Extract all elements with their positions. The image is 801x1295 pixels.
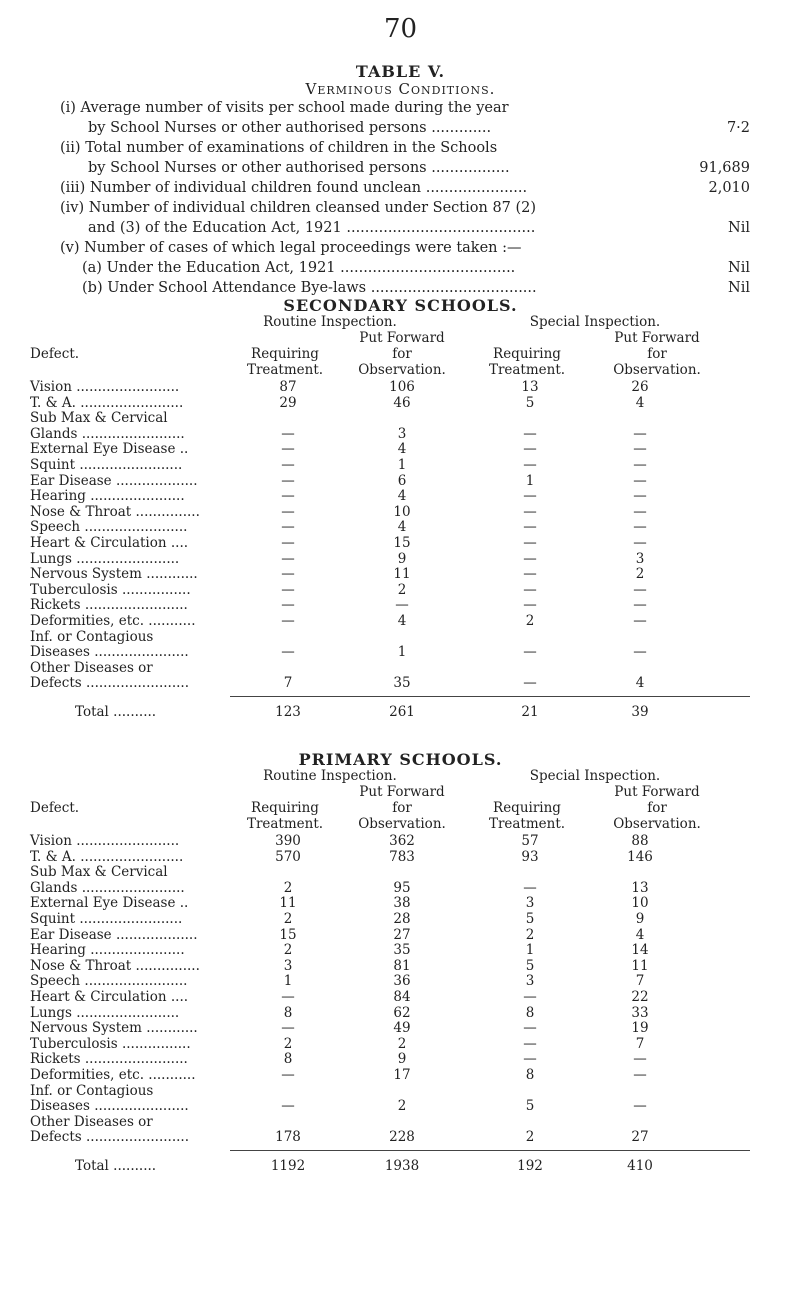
table-cell: — [523,1020,537,1037]
table-row [30,645,770,661]
table-cell: 3 [283,957,293,974]
table-cell: 28 [393,910,411,927]
table-cell: 15 [393,534,411,551]
treatment-header: Treatment. [246,816,324,832]
defect-label: Inf. or Contagious [30,1082,154,1099]
defect-label: External Eye Disease .. [30,441,189,458]
table-cell: 29 [279,394,297,411]
table-cell: 57 [521,833,539,849]
table-cell: — [281,550,295,567]
table-cell: 5 [525,394,535,411]
table-cell: 11 [631,957,649,974]
table-cell: — [633,456,647,473]
table-cell: — [281,441,295,458]
verminous-item-value: Nil [725,218,750,238]
total-rule [230,696,750,697]
table-cell: 4 [635,394,645,411]
verminous-item-line [60,218,750,238]
table-cell: 6 [397,472,407,489]
table-cell: 1 [525,942,535,959]
defect-label: Deformities, etc. ........... [30,1066,196,1083]
defect-label: Ear Disease ................... [30,926,198,943]
table-cell: 14 [631,942,649,959]
table-cell: 2 [397,1035,407,1052]
table-cell: 84 [393,988,411,1005]
table-row [30,536,770,552]
total-cell: 261 [389,703,415,720]
defect-label: Heart & Circulation .... [30,534,189,551]
secondary-schools-table [30,314,770,723]
verminous-item-line [60,118,750,138]
table-cell: 2 [283,910,293,927]
table-cell: — [523,425,537,442]
table-cell: — [523,879,537,896]
table-cell: — [633,1051,647,1068]
special-inspection-label: Special Inspection. [529,314,661,330]
verminous-item-value: 91,689 [696,158,750,178]
table-row [30,834,770,850]
table-cell: — [523,519,537,536]
table-cell: 8 [283,1051,293,1068]
table-cell: — [523,597,537,614]
total-cell: 1192 [270,1157,306,1174]
defect-label: Vision ........................ [30,833,180,849]
total-cell: 39 [631,703,649,720]
total-cell: 1938 [384,1157,420,1174]
table-row [30,990,770,1006]
defect-label: Diseases ...................... [30,1098,189,1115]
table-cell: 3 [525,895,535,912]
table-row [30,661,770,677]
defect-label: Defects ........................ [30,1129,189,1146]
table-cell: 2 [283,942,293,959]
table-cell: 1 [397,644,407,661]
table-row [30,583,770,599]
table-cell: 3 [635,550,645,567]
total-cell: 21 [521,703,539,720]
verminous-item-text: and (3) of the Education Act, 1921 ......................................... [88,220,536,236]
verminous-item-line [60,258,750,278]
defect-label: Speech ........................ [30,519,188,536]
table-cell: 17 [393,1066,411,1083]
table-cell: — [281,988,295,1005]
table-row [30,1115,770,1131]
table-cell: — [395,597,409,614]
verminous-item-text: by School Nurses or other authorised persons ............. [88,120,492,136]
table-cell: 2 [525,1129,535,1146]
verminous-item-text: (ii) Total number of examinations of children in the Schools [60,140,498,156]
table-cell: 46 [393,394,411,411]
page-number: 70 [383,14,418,44]
table-row [30,567,770,583]
table-cell: 62 [393,1004,411,1021]
table-cell: 2 [635,566,645,583]
requiring-header: Requiring [493,800,561,816]
table-row [30,881,770,897]
total-cell: 192 [517,1157,543,1174]
table-cell: — [633,425,647,442]
table-row [30,1084,770,1100]
table-cell: — [281,456,295,473]
table-cell: 2 [397,1098,407,1115]
table-cell: — [633,534,647,551]
table-cell: — [523,644,537,661]
observation-header: Observation. [358,362,446,378]
table-cell: 11 [393,566,411,583]
table-cell: 27 [393,926,411,943]
observation-header: Observation. [358,816,446,832]
table-header [30,314,770,380]
table-cell: 1 [525,472,535,489]
table-row [30,1006,770,1022]
table-cell: 2 [283,1035,293,1052]
table-cell: 106 [389,379,415,395]
table-cell: 95 [393,879,411,896]
table-cell: 38 [393,895,411,912]
defect-label: T. & A. ........................ [30,394,184,411]
table-cell: — [281,644,295,661]
table-cell: 36 [393,973,411,990]
table-row [30,676,770,692]
table-cell: 178 [275,1129,301,1146]
table-cell: 3 [525,973,535,990]
verminous-item-line [60,278,750,298]
table-cell: 4 [635,675,645,692]
defect-label: Other Diseases or [30,659,153,676]
verminous-item-line [60,138,750,158]
table-cell: 1 [283,973,293,990]
verminous-item-line [60,178,750,198]
table-cell: — [633,612,647,629]
table-row [30,505,770,521]
table-cell: 10 [631,895,649,912]
requiring-header: Requiring [493,346,561,362]
total-rule [230,1150,750,1151]
table-row [30,974,770,990]
table-cell: 2 [397,581,407,598]
total-row [30,701,770,723]
table-cell: — [523,550,537,567]
table-cell: 88 [631,833,649,849]
put-forward-header: Put Forward [359,784,445,800]
total-label: Total .......... [75,703,157,720]
requiring-header: Requiring [251,800,319,816]
verminous-item-value: Nil [725,278,750,298]
table-row [30,442,770,458]
defect-label: Other Diseases or [30,1113,153,1130]
table-cell: 390 [275,833,301,849]
table-cell: 8 [525,1004,535,1021]
table-cell: 5 [525,910,535,927]
for-header: for [647,346,667,362]
put-forward-header: Put Forward [359,330,445,346]
verminous-item-text: (a) Under the Education Act, 1921 ...................................... [82,260,516,276]
defect-column-header: Defect. [30,346,80,362]
defect-label: Hearing ...................... [30,488,185,505]
table-row [30,1052,770,1068]
defect-label: Squint ........................ [30,456,183,473]
total-cell: 410 [627,1157,653,1174]
table-cell: 11 [279,895,297,912]
table-cell: 81 [393,957,411,974]
verminous-item-value: Nil [725,258,750,278]
table-cell: — [523,488,537,505]
table-row [30,552,770,568]
table-cell: 7 [635,1035,645,1052]
table-cell: 22 [631,988,649,1005]
table-row [30,1099,770,1115]
table-row [30,1068,770,1084]
table-cell: — [633,581,647,598]
table-row [30,427,770,443]
table-row [30,396,770,412]
special-inspection-label: Special Inspection. [529,768,661,784]
table-cell: 5 [525,1098,535,1115]
table-cell: 3 [397,425,407,442]
treatment-header: Treatment. [246,362,324,378]
table-cell: 570 [275,848,301,865]
defect-label: Rickets ........................ [30,597,188,614]
table-cell: — [523,534,537,551]
table-cell: — [281,1020,295,1037]
defect-label: Vision ........................ [30,379,180,395]
table-cell: 4 [635,926,645,943]
table-cell: — [633,488,647,505]
defect-label: Nose & Throat ............... [30,957,200,974]
table-cell: 5 [525,957,535,974]
defect-label: Defects ........................ [30,675,189,692]
table-cell: 4 [397,612,407,629]
table-row [30,411,770,427]
defect-label: Deformities, etc. ........... [30,612,196,629]
defect-label: Tuberculosis ................ [30,1035,191,1052]
table-row [30,614,770,630]
total-cell: 123 [275,703,301,720]
table-cell: 362 [389,833,415,849]
table-cell: 9 [397,1051,407,1068]
table-cell: 4 [397,519,407,536]
table-cell: 19 [631,1020,649,1037]
secondary-schools-title: SECONDARY SCHOOLS. [283,296,518,315]
defect-label: Nervous System ............ [30,1020,198,1037]
table-cell: — [281,597,295,614]
table-cell: 9 [397,550,407,567]
table-cell: — [281,612,295,629]
defect-label: Glands ........................ [30,425,185,442]
table-row [30,630,770,646]
table-row [30,489,770,505]
defect-label: Rickets ........................ [30,1051,188,1068]
table-cell: — [523,581,537,598]
requiring-header: Requiring [251,346,319,362]
defect-label: Tuberculosis ................ [30,581,191,598]
table-cell: 2 [525,926,535,943]
table-cell: 13 [631,879,649,896]
defect-label: Sub Max & Cervical [30,410,168,427]
verminous-item-text: by School Nurses or other authorised persons ................. [88,160,510,176]
table-cell: 7 [635,973,645,990]
table-row [30,1130,770,1146]
table-cell: 15 [279,926,297,943]
table-cell: — [633,472,647,489]
table-row [30,520,770,536]
table-cell: 146 [627,848,653,865]
verminous-item-line [60,158,750,178]
table-row [30,865,770,881]
total-row [30,1155,770,1177]
table-cell: 93 [521,848,539,865]
defect-column-header: Defect. [30,800,80,816]
defect-label: Hearing ...................... [30,942,185,959]
for-header: for [647,800,667,816]
table-cell: — [523,1051,537,1068]
table-cell: — [523,566,537,583]
table-cell: 33 [631,1004,649,1021]
table-row [30,850,770,866]
verminous-item-line [60,98,750,118]
routine-inspection-label: Routine Inspection. [263,314,397,330]
table-cell: — [281,472,295,489]
table-row [30,474,770,490]
table-cell: — [633,503,647,520]
defect-label: Nervous System ............ [30,566,198,583]
put-forward-header: Put Forward [614,330,700,346]
table-cell: 4 [397,441,407,458]
table-row [30,959,770,975]
table-row [30,1037,770,1053]
table-cell: — [523,441,537,458]
table-cell: — [633,519,647,536]
table-cell: 9 [635,910,645,927]
defect-label: Nose & Throat ............... [30,503,200,520]
observation-header: Observation. [613,362,701,378]
table-row [30,928,770,944]
verminous-item-text: (iii) Number of individual children found unclean ...................... [60,180,528,196]
routine-inspection-label: Routine Inspection. [263,768,397,784]
defect-label: Ear Disease ................... [30,472,198,489]
table-cell: — [281,488,295,505]
table-cell: 27 [631,1129,649,1146]
table-cell: — [281,581,295,598]
table-cell: — [281,534,295,551]
table-cell: 4 [397,488,407,505]
table-cell: — [523,988,537,1005]
table-row [30,598,770,614]
table-cell: 49 [393,1020,411,1037]
defect-label: Speech ........................ [30,973,188,990]
defect-label: External Eye Disease .. [30,895,189,912]
table-cell: 35 [393,942,411,959]
for-header: for [392,346,412,362]
table-cell: — [633,644,647,661]
verminous-item-line [60,198,750,218]
table-cell: 8 [525,1066,535,1083]
defect-label: Squint ........................ [30,910,183,927]
put-forward-header: Put Forward [614,784,700,800]
table-subtitle: Verminous Conditions. [305,80,496,98]
table-cell: — [281,1066,295,1083]
table-cell: 2 [525,612,535,629]
table-cell: — [281,503,295,520]
observation-header: Observation. [613,816,701,832]
verminous-item-text: (iv) Number of individual children cleansed under Section 87 (2) [60,200,537,216]
defect-label: Diseases ...................... [30,644,189,661]
table-cell: 1 [397,456,407,473]
defect-label: Inf. or Contagious [30,628,154,645]
primary-schools-title: PRIMARY SCHOOLS. [298,750,503,769]
table-cell: 7 [283,675,293,692]
table-cell: 2 [283,879,293,896]
verminous-item-text: (i) Average number of visits per school made during the year [60,100,509,116]
table-cell: — [633,1098,647,1115]
table-cell: — [523,456,537,473]
table-cell: — [523,675,537,692]
table-cell: — [281,566,295,583]
table-cell: 8 [283,1004,293,1021]
table-title: TABLE V. [355,62,446,81]
table-cell: — [633,441,647,458]
table-row [30,380,770,396]
total-label: Total .......... [75,1157,157,1174]
defect-label: Lungs ........................ [30,550,180,567]
table-row [30,896,770,912]
defect-label: T. & A. ........................ [30,848,184,865]
defect-label: Lungs ........................ [30,1004,180,1021]
table-cell: — [523,1035,537,1052]
table-row [30,943,770,959]
table-cell: 228 [389,1129,415,1146]
defect-label: Glands ........................ [30,879,185,896]
verminous-item-text: (v) Number of cases of which legal proceedings were taken :— [60,240,522,256]
table-cell: 35 [393,675,411,692]
table-cell: — [281,1098,295,1115]
verminous-item-text: (b) Under School Attendance Bye-laws .................................... [82,280,537,296]
table-cell: 26 [631,379,649,395]
table-row [30,458,770,474]
table-header [30,768,770,834]
table-cell: 10 [393,503,411,520]
table-cell: — [281,425,295,442]
verminous-item-value: 7·2 [724,118,750,138]
table-cell: — [633,597,647,614]
treatment-header: Treatment. [488,816,566,832]
table-row [30,912,770,928]
defect-label: Heart & Circulation .... [30,988,189,1005]
verminous-item-value: 2,010 [705,178,750,198]
treatment-header: Treatment. [488,362,566,378]
table-cell: — [633,1066,647,1083]
for-header: for [392,800,412,816]
primary-schools-table [30,768,770,1177]
table-cell: — [523,503,537,520]
table-cell: 87 [279,379,297,395]
verminous-conditions-list [60,98,750,298]
table-cell: — [281,519,295,536]
table-cell: 783 [389,848,415,865]
table-cell: 13 [521,379,539,395]
table-row [30,1021,770,1037]
verminous-item-line [60,238,750,258]
defect-label: Sub Max & Cervical [30,864,168,881]
